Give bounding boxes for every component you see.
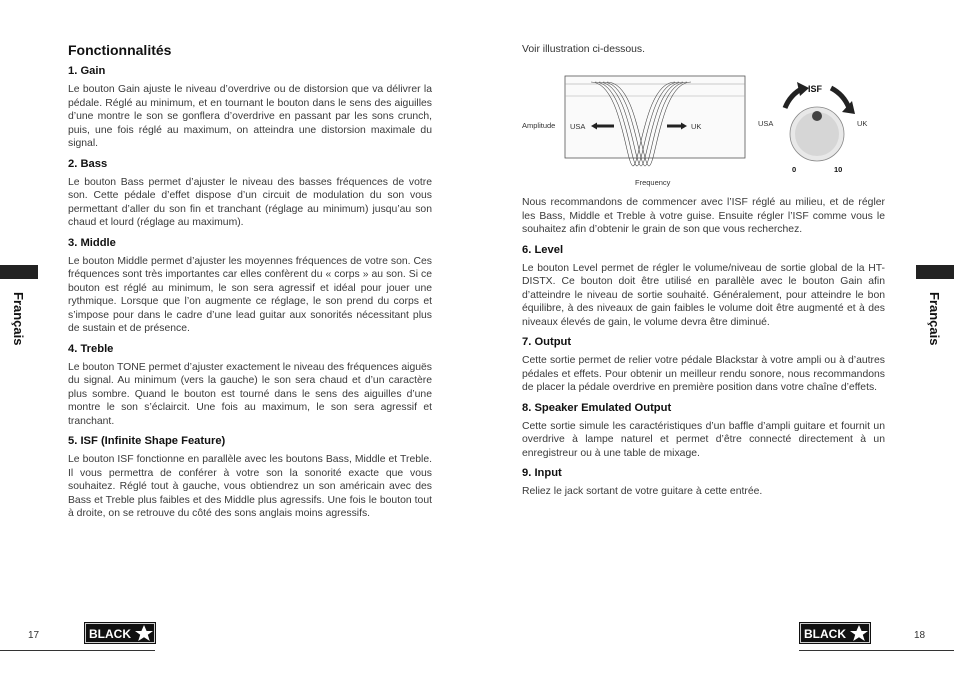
section-body: Reliez le jack sortant de votre guitare à cette entrée. (522, 486, 763, 497)
section-treble (68, 342, 432, 429)
section-input (522, 466, 885, 499)
isf-label: ISF (808, 84, 823, 94)
section-title: 2. Bass (68, 157, 108, 170)
language-tab-label: Français (11, 292, 26, 346)
logo-text: BLACK (804, 627, 846, 641)
page-number: 17 (28, 630, 40, 641)
section-gain (68, 64, 432, 151)
blackstar-logo (84, 622, 156, 644)
uk-label: UK (691, 122, 702, 131)
section-title: 7. Output (522, 336, 572, 348)
logo-text: BLACK (89, 627, 131, 641)
footer-rule (0, 650, 155, 651)
section-body: Le bouton Middle permet d’ajuster les moyennes fréquences de votre son. Ces fréquences sont très importantes car elles confèrent du « corps » au son. Si ce bouton est réglé au minimum, le son sera agressif et idéal pour jouer une rythmique. Lorsque que l’on augmente ce réglage, le son prend du corps et s’impose pour dans le cadre d’une lead guitar aux sonorités nécessitant plus de sustain et de présence. (68, 255, 432, 334)
language-tab-label: Français (927, 292, 942, 346)
section-title: 6. Level (522, 243, 564, 256)
section-output (522, 335, 885, 395)
section-title: 9. Input (522, 467, 562, 479)
section-title: 3. Middle (68, 236, 116, 249)
section-title: 4. Treble (68, 342, 114, 355)
section-body: Cette sortie simule les caractéristiques d’un baffle d’ampli guitare et fournit un overdrive à lampe naturel et permet d’être connecté directement à un enregistreur ou à une table de mixage. (522, 420, 885, 459)
page-heading: Fonctionnalités (68, 42, 172, 58)
section-speaker-emulated-output (522, 401, 885, 461)
knob-max-label: 10 (834, 165, 843, 174)
frequency-label: Frequency (635, 178, 671, 187)
blackstar-logo (799, 622, 871, 644)
right-page (477, 0, 954, 675)
usa-label: USA (570, 122, 586, 131)
isf-knob-illustration (757, 76, 877, 186)
section-body: Le bouton TONE permet d’ajuster exactement le niveau des fréquences aiguës du signal. Au minimum (vers la gauche) le son sera chaud et d’un caractère plus sombre. Quand le bouton est tourné dans le sens des aiguilles d’une montre le son s’éclaircit. Une fois au maximum, le son sera agressif et tranchant. (68, 361, 432, 427)
section-title: 1. Gain (68, 65, 106, 77)
footer-rule (799, 650, 954, 651)
page-number: 18 (914, 630, 926, 641)
section-body: Le bouton Gain ajuste le niveau d’overdrive ou de distorsion que va délivrer la pédale. Réglé au minimum, et en tournant le bouton dans le sens des aiguilles d’une montre le son se gonflera d’overdrive en passant par les sons crunch, puis, une fois réglé au maximum, on atteindra une distorsion maximale du signal. (68, 84, 432, 149)
section-title: 5. ISF (Infinite Shape Feature) (68, 435, 226, 447)
clockwise-arrow-icon (831, 88, 849, 108)
knob-uk-label: UK (857, 119, 868, 128)
section-body: Le bouton ISF fonctionne en parallèle avec les boutons Bass, Middle et Treble. Il vous permettra de conférer à votre son la sonorité exacte que vous souhaitez. Réglé tout à gauche, vous obtiendrez un son américain avec des Bass et Treble plus faibles et des Middle plus agressifs. Une fois le bouton tout à droite, on se retrouve du côté des sons anglais moins agressifs. (68, 454, 432, 519)
section-bass (68, 157, 432, 230)
section-level (522, 243, 885, 330)
frequency-response-graph (521, 70, 761, 190)
section-isf (68, 434, 432, 521)
section-middle (68, 236, 432, 336)
knob-usa-label: USA (758, 119, 774, 128)
intro-paragraph: Nous recommandons de commencer avec l’ISF réglé au milieu, et de régler les Bass, Middle et Treble à votre guise. Ensuite régler l’ISF comme vous le souhaitez afin d’obtenir le grain de son que vous recherchez. (522, 197, 885, 235)
right-column (522, 196, 885, 505)
illustration-caption: Voir illustration ci-dessous. (522, 44, 646, 55)
section-body: Le bouton Bass permet d’ajuster le niveau des basses fréquences de votre son. Cette pédale d’effet dispose d’un circuit de modulation du son vous permettant d’aller du son fin et tranchant (réglage au minimum) jusqu’au son chaud et lourd (réglage au maximum). (68, 176, 432, 228)
section-title: 8. Speaker Emulated Output (522, 401, 672, 414)
left-column (68, 64, 432, 527)
amplitude-label: Amplitude (522, 121, 556, 130)
knob-min-label: 0 (792, 165, 797, 174)
section-body: Cette sortie permet de relier votre pédale Blackstar à votre ampli ou à d’autres pédales et effets. Pour obtenir un meilleur rendu sonore, nous recommandons de placer la pédale overdrive en première position dans votre chaîne d’effets. (522, 355, 885, 393)
section-body: Le bouton Level permet de régler le volume/niveau de sortie global de la HT-DISTX. Ce bouton doit être utilisé en parallèle avec le bouton Gain afin d’atteindre le niveau de sortie souhaité. Généralement, pour atteindre le bon équilibre, à des niveaux de gain faibles le volume doit être augmenté et à des niveaux élevés de gain, le volume devra être diminué. (522, 262, 885, 328)
